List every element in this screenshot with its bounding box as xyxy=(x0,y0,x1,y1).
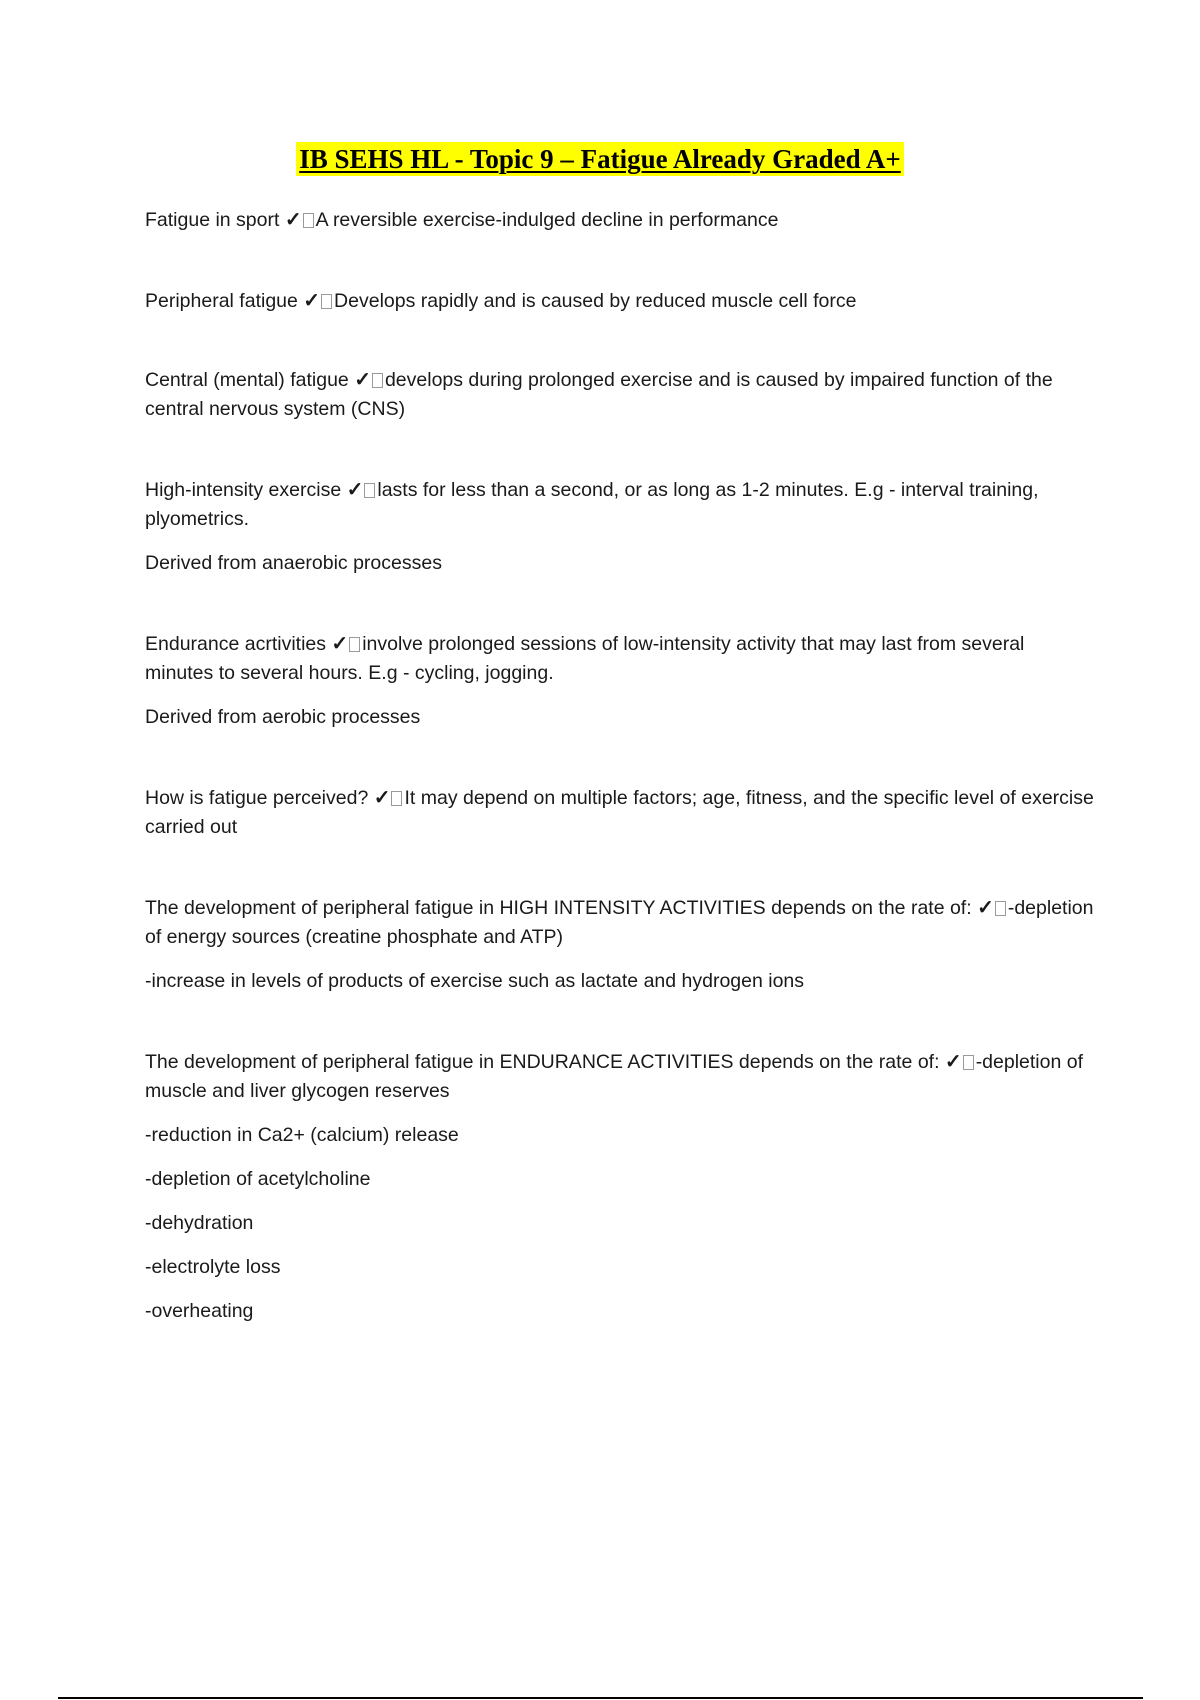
entry-definition: involve prolonged sessions of low-intensity activity that may last from several minutes to several hours. E.g - cycling, jogging. xyxy=(145,633,1025,684)
missing-glyph-box-icon xyxy=(391,791,402,806)
entry-line xyxy=(145,287,1095,316)
entry-term: The development of peripheral fatigue in ENDURANCE ACTIVITIES depends on the rate of: xyxy=(145,1051,945,1073)
missing-glyph-box-icon xyxy=(963,1055,974,1070)
entry-definition: -depletion of muscle and liver glycogen reserves xyxy=(145,1051,1084,1102)
entry-definition: A reversible exercise-indulged decline in performance xyxy=(315,209,779,231)
checkmark-icon: ✓ xyxy=(284,209,302,231)
entry-line xyxy=(145,476,1095,534)
missing-glyph-box-icon xyxy=(349,637,360,652)
checkmark-icon: ✓ xyxy=(303,290,321,312)
entry-term: Peripheral fatigue xyxy=(145,290,304,312)
entry-central-fatigue xyxy=(145,366,1095,424)
checkmark-icon: ✓ xyxy=(373,787,391,809)
entry-line xyxy=(145,366,1095,424)
document-title: IB SEHS HL - Topic 9 – Fatigue Already Graded A+ xyxy=(296,142,904,176)
checkmark-icon: ✓ xyxy=(977,897,994,919)
entry-extra-line: Derived from anaerobic processes xyxy=(145,552,442,574)
entry-extra-line: -dehydration xyxy=(145,1212,254,1234)
entry-line xyxy=(145,206,1095,235)
entry-term: Fatigue in sport xyxy=(145,209,285,231)
entry-extra-line: -depletion of acetylcholine xyxy=(145,1168,371,1190)
entry-line xyxy=(145,784,1095,842)
entry-extra-line: -reduction in Ca2+ (calcium) release xyxy=(145,1124,459,1146)
missing-glyph-box-icon xyxy=(372,373,383,388)
checkmark-icon: ✓ xyxy=(944,1051,962,1073)
entry-extra-line: Derived from aerobic processes xyxy=(145,706,421,728)
entry-peripheral-fatigue xyxy=(145,287,1095,316)
footer-divider xyxy=(58,1697,1143,1699)
checkmark-icon: ✓ xyxy=(354,369,371,391)
entry-term: The development of peripheral fatigue in HIGH INTENSITY ACTIVITIES depends on the rate of: xyxy=(145,897,978,919)
entry-definition: -depletion of energy sources (creatine phosphate and ATP) xyxy=(145,897,1094,948)
title-container xyxy=(0,142,1200,176)
entry-line xyxy=(145,1048,1095,1106)
entry-definition: It may depend on multiple factors; age, fitness, and the specific level of exercise carried out xyxy=(145,787,1094,838)
entry-term: How is fatigue perceived? xyxy=(145,787,374,809)
entry-fatigue-in-sport xyxy=(145,206,1095,235)
entry-term: Central (mental) fatigue xyxy=(145,369,355,391)
entry-endurance-peripheral xyxy=(145,1048,1095,1326)
entry-high-intensity-peripheral xyxy=(145,894,1095,996)
checkmark-icon: ✓ xyxy=(331,633,349,655)
missing-glyph-box-icon xyxy=(321,294,332,309)
entry-definition: develops during prolonged exercise and is caused by impaired function of the central nervous system (CNS) xyxy=(145,369,1053,420)
missing-glyph-box-icon xyxy=(303,213,314,228)
entry-definition: lasts for less than a second, or as long as 1-2 minutes. E.g - interval training, plyometrics. xyxy=(145,479,1039,530)
entry-term: Endurance acrtivities xyxy=(145,633,332,655)
entry-endurance-activities xyxy=(145,630,1095,732)
missing-glyph-box-icon xyxy=(364,483,375,498)
document-body xyxy=(145,206,1095,1341)
entry-definition: Develops rapidly and is caused by reduced muscle cell force xyxy=(334,290,857,312)
entry-fatigue-perceived xyxy=(145,784,1095,842)
entry-term: High-intensity exercise xyxy=(145,479,347,501)
entry-line xyxy=(145,630,1095,688)
checkmark-icon: ✓ xyxy=(346,479,364,501)
missing-glyph-box-icon xyxy=(995,901,1006,916)
entry-line xyxy=(145,894,1095,952)
entry-extra-line: -increase in levels of products of exercise such as lactate and hydrogen ions xyxy=(145,970,805,992)
entry-extra-line: -electrolyte loss xyxy=(145,1256,281,1278)
entry-extra-line: -overheating xyxy=(145,1300,254,1322)
entry-high-intensity-exercise xyxy=(145,476,1095,578)
